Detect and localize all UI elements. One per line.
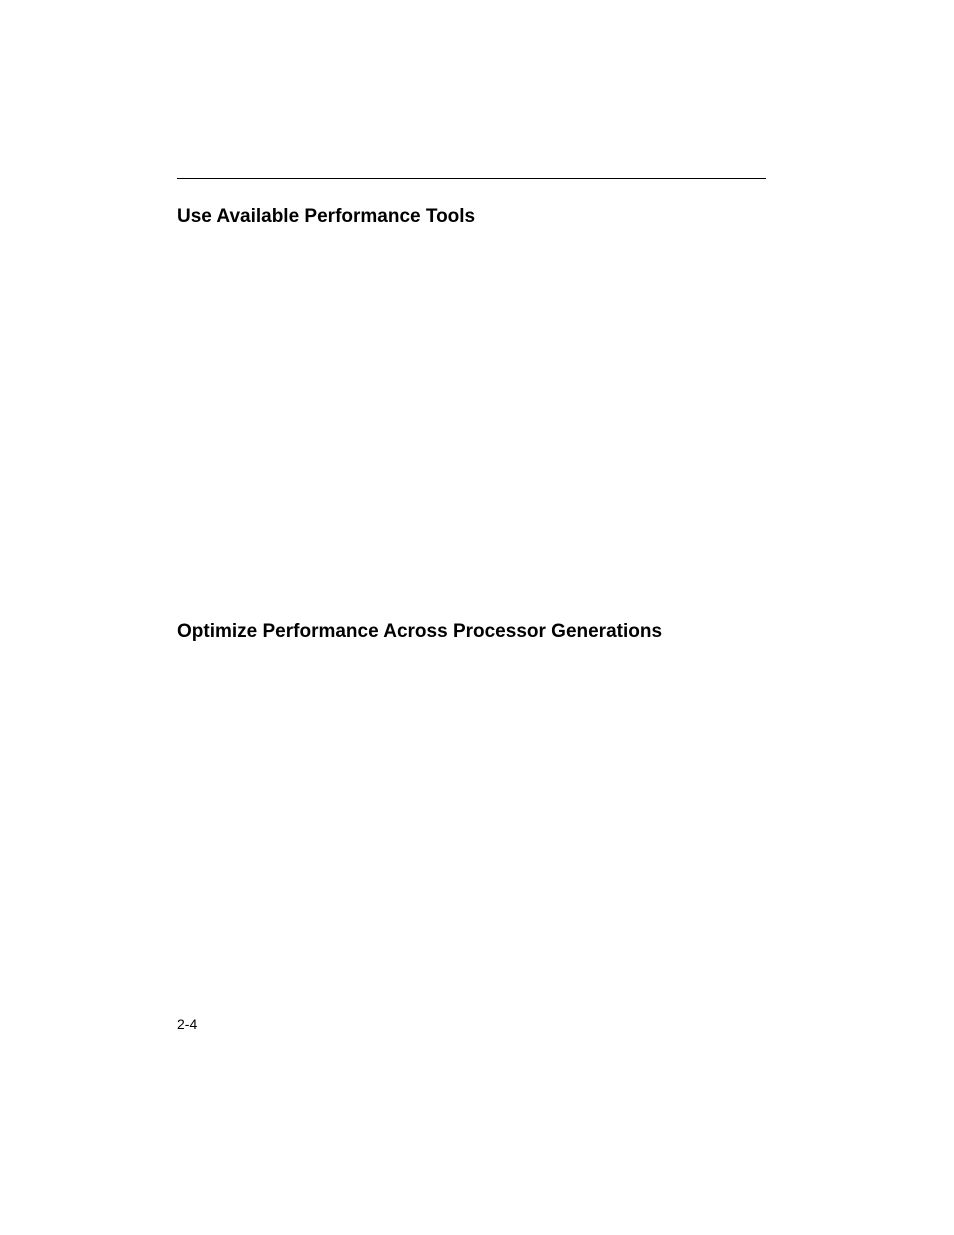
section-heading-processor-generations: Optimize Performance Across Processor Generations (177, 621, 663, 642)
section-heading-performance-tools: Use Available Performance Tools (177, 206, 476, 227)
header-rule (177, 178, 766, 179)
page-number: 2-4 (177, 1016, 198, 1032)
